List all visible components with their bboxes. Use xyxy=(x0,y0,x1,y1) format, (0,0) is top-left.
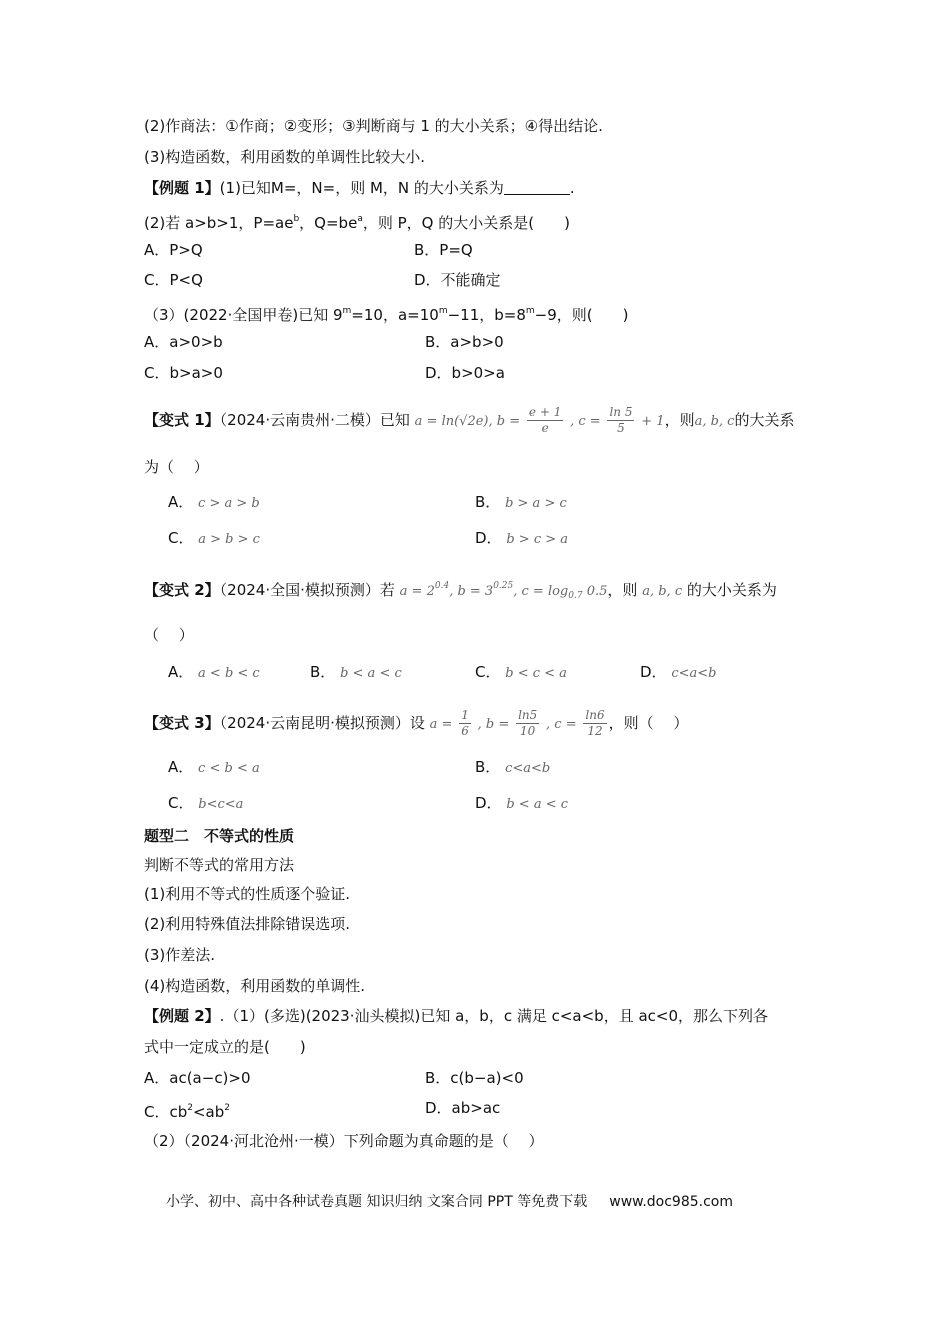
f-a: a = 2 xyxy=(399,584,435,599)
example1-part3-stem xyxy=(144,301,629,325)
part3-sup-2: m xyxy=(438,306,448,316)
frac1-den: e xyxy=(541,421,549,435)
example2-option-a: A．ac(a−c)>0 xyxy=(144,1069,251,1087)
option-expr: a > b > c xyxy=(198,532,260,547)
variant2-tail2: 的大小关系为 xyxy=(686,581,777,599)
variant1-option-b xyxy=(475,492,567,514)
section2-method-1: (1)利用不等式的性质逐个验证. xyxy=(144,885,351,903)
v3-frac3-den: 12 xyxy=(587,724,603,738)
part2-stem-end: ，则 P，Q 的大小关系是( ) xyxy=(362,214,570,232)
opt-c-sup1: 2 xyxy=(187,1103,193,1113)
variant3-option-b xyxy=(475,757,550,779)
part2-stem-a: (2)若 a>b>1，P=ae xyxy=(144,214,294,232)
variant1-option-a xyxy=(168,492,260,514)
variant3-option-a xyxy=(168,757,260,779)
example1-part3-option-b: B．a>b>0 xyxy=(425,333,504,351)
part3-sup-1: m xyxy=(342,306,352,316)
option-letter: D． xyxy=(640,663,667,681)
option-letter: A． xyxy=(168,663,194,681)
v3-f-a: a = xyxy=(429,717,453,732)
f-b: , b = 3 xyxy=(449,584,494,599)
example1-part2-option-d: D．不能确定 xyxy=(414,271,501,289)
variant2-option-a xyxy=(168,662,260,684)
example2-option-d: D．ab>ac xyxy=(425,1099,501,1117)
option-letter: A． xyxy=(168,493,194,511)
variant1-tail: ，则 xyxy=(664,411,695,429)
part3-sup-3: m xyxy=(525,306,535,316)
option-expr: b<c<a xyxy=(198,797,244,812)
f-b-sup: 0.25 xyxy=(493,581,514,591)
v3-f-c: , c = xyxy=(546,717,577,732)
section2-method-4: (4)构造函数，利用函数的单调性. xyxy=(144,977,366,995)
variant2-tail: ，则 xyxy=(607,581,638,599)
section2-method-3: (3)作差法. xyxy=(144,946,216,964)
page-footer xyxy=(166,1191,733,1211)
option-expr: a < b < c xyxy=(198,666,260,681)
example2-line2: 式中一定成立的是( ) xyxy=(144,1038,306,1056)
option-expr: c<a<b xyxy=(671,666,717,681)
variant3-stem xyxy=(144,708,688,739)
example2-line1 xyxy=(144,1006,768,1026)
footer-url[interactable]: www.doc985.com xyxy=(609,1194,733,1210)
variant3-option-d xyxy=(475,793,568,815)
option-expr: c<a<b xyxy=(505,761,551,776)
variant3-frac2 xyxy=(516,708,539,739)
variant1-line2: 为（ ） xyxy=(144,458,209,476)
example2-line1-text: .（1）(多选)(2023·汕头模拟)已知 a，b，c 满足 c<a<b，且 ac<0，那么下列各 xyxy=(219,1007,769,1025)
example2-option-c xyxy=(144,1098,230,1122)
variant1-option-d xyxy=(475,528,568,550)
part2-stem-mid: ，Q=be xyxy=(299,214,358,232)
example2-option-b: B．c(b−a)<0 xyxy=(425,1069,524,1087)
variant1-formula-end: + 1 xyxy=(641,414,665,429)
variant2-label: 【变式 2】 xyxy=(144,581,220,599)
variant3-label: 【变式 3】 xyxy=(144,714,220,732)
option-expr: b < c < a xyxy=(505,666,567,681)
example1-part2-option-c: C．P<Q xyxy=(144,271,203,289)
variant1-label: 【变式 1】 xyxy=(144,411,220,429)
variant1-tail2: 的大关系 xyxy=(734,411,795,429)
example1-part3-option-a: A．a>0>b xyxy=(144,333,223,351)
v3-frac1-num: 1 xyxy=(461,708,469,722)
variant3-frac1 xyxy=(459,708,471,739)
opt-c-mid: <ab xyxy=(192,1103,225,1121)
part2-sup-b: b xyxy=(293,214,300,224)
variant2-option-d xyxy=(640,662,716,684)
option-letter: C． xyxy=(168,529,194,547)
variant3-frac3 xyxy=(583,708,606,739)
variant1-formula-c: , c = xyxy=(570,414,601,429)
part3-stem-a: （3）(2022·全国甲卷)已知 9 xyxy=(144,306,343,324)
variant3-tail: ，则（ ） xyxy=(608,714,689,732)
frac2-num: ln 5 xyxy=(609,405,633,419)
example1-part3-option-d: D．b>0>a xyxy=(425,364,505,382)
example1-part1-end: . xyxy=(569,179,575,197)
section2-intro: 判断不等式的常用方法 xyxy=(144,856,295,874)
variant2-stem xyxy=(144,576,777,606)
variant1-source: （2024·云南贵州·二模）已知 xyxy=(219,411,410,429)
example2-part2: （2）（2024·河北沧州·一模）下列命题为真命题的是（ ） xyxy=(144,1132,544,1150)
example1-part3-option-c: C．b>a>0 xyxy=(144,364,223,382)
variant2-vars: a, b, c xyxy=(642,584,683,599)
example1-part2-option-a: A．P>Q xyxy=(144,241,203,259)
variant1-formula-a: a = ln(√2e), b = xyxy=(414,414,521,429)
v3-frac3-num: ln6 xyxy=(585,708,605,722)
option-expr: b > a > c xyxy=(505,496,567,511)
option-expr: c > a > b xyxy=(198,496,260,511)
variant2-source: （2024·全国·模拟预测）若 xyxy=(219,581,395,599)
v3-frac2-num: ln5 xyxy=(518,708,538,722)
frac2-den: 5 xyxy=(617,421,625,435)
example1-part1-text: M=，N=，则 M，N 的大小关系为 xyxy=(270,179,504,197)
option-expr: b > c > a xyxy=(506,532,569,547)
frac1-num: e + 1 xyxy=(528,405,562,419)
part2-sup-a: a xyxy=(357,214,363,224)
opt-c-pre: C．cb xyxy=(144,1103,188,1121)
option-letter: B． xyxy=(475,493,501,511)
variant1-frac1 xyxy=(527,405,563,436)
part3-stem-b: =10，a=10 xyxy=(351,306,439,324)
f-c-end: 0.5 xyxy=(586,584,608,599)
example1-part2-stem xyxy=(144,209,570,233)
example1-part1 xyxy=(144,178,575,198)
option-letter: D． xyxy=(475,794,502,812)
example1-part2-option-b: B．P=Q xyxy=(414,241,473,259)
example1-part1-prefix: (1)已知 xyxy=(219,179,271,197)
option-letter: C． xyxy=(475,663,501,681)
option-expr: c < b < a xyxy=(198,761,260,776)
v3-frac1-den: 6 xyxy=(461,724,469,738)
variant3-option-c xyxy=(168,793,243,815)
part3-stem-c: −11，b=8 xyxy=(447,306,526,324)
variant2-line2: （ ） xyxy=(144,626,194,644)
answer-blank xyxy=(504,180,570,195)
option-letter: D． xyxy=(475,529,502,547)
option-letter: B． xyxy=(475,758,501,776)
section2-method-2: (2)利用特殊值法排除错误选项. xyxy=(144,915,351,933)
footer-text: 小学、初中、高中各种试卷真题 知识归纳 文案合同 PPT 等免费下载 xyxy=(166,1194,588,1210)
variant3-source: （2024·云南昆明·模拟预测）设 xyxy=(219,714,425,732)
option-expr: b < a < c xyxy=(506,797,569,812)
option-expr: b < a < c xyxy=(340,666,402,681)
section2-heading: 题型二 不等式的性质 xyxy=(144,827,295,845)
option-letter: A． xyxy=(168,758,194,776)
v3-f-b: , b = xyxy=(477,717,510,732)
f-c-sub: 0.7 xyxy=(568,591,583,601)
f-a-sup: 0.4 xyxy=(434,581,450,591)
variant1-option-c xyxy=(168,528,260,550)
method-function: (3)构造函数，利用函数的单调性比较大小. xyxy=(144,148,426,166)
example2-label: 【例题 2】 xyxy=(144,1007,220,1025)
variant2-option-c xyxy=(475,662,567,684)
variant2-option-b xyxy=(310,662,402,684)
option-letter: B． xyxy=(310,663,336,681)
variant1-frac2 xyxy=(607,405,634,436)
variant1-vars: a, b, c xyxy=(694,414,735,429)
opt-c-sup2: 2 xyxy=(224,1103,231,1113)
variant1-stem xyxy=(144,405,794,436)
option-letter: C． xyxy=(168,794,194,812)
f-c: , c = log xyxy=(513,584,569,599)
variant2-formula xyxy=(399,581,608,601)
example1-label: 【例题 1】 xyxy=(144,179,220,197)
part3-stem-d: −9，则( ) xyxy=(534,306,629,324)
v3-frac2-den: 10 xyxy=(520,724,536,738)
method-quotient: (2)作商法：①作商；②变形；③判断商与 1 的大小关系；④得出结论. xyxy=(144,117,603,135)
